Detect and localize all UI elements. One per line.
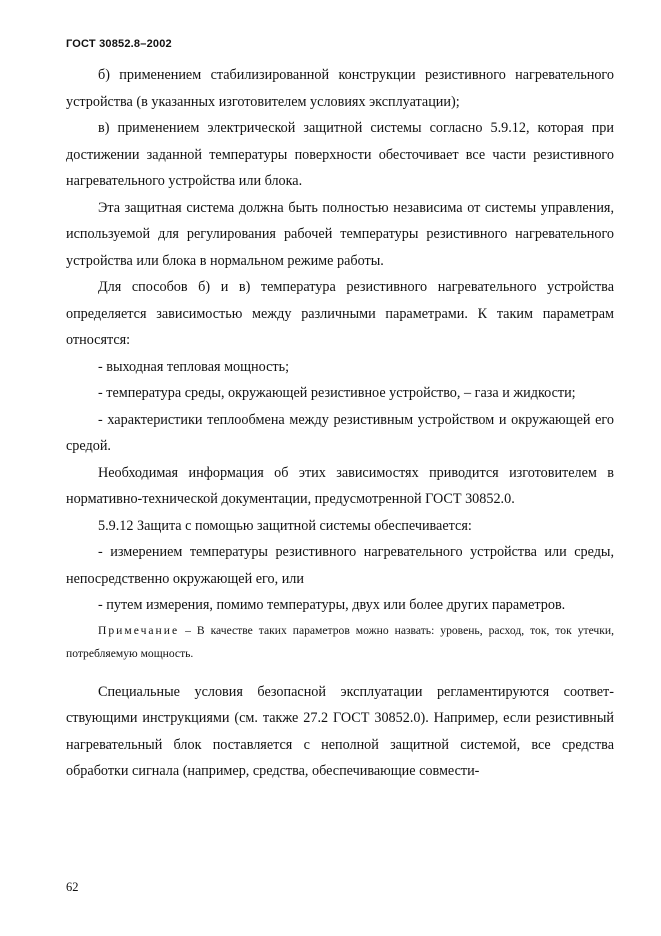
page-number: 62 <box>66 880 79 894</box>
paragraph: Необходимая информация об этих зависимостях приводится изготовителем в нормативно-технической документации, предусмотренной ГОСТ 30852.0. <box>66 464 614 507</box>
section-paragraph: 5.9.12 Защита с помощью защитной системы обеспечивается: <box>98 517 472 534</box>
paragraph: Для способов б) и в) температура резистивного нагревательного устройства определяется зависимостью между различными параметрами. К таким параметрам относятся: <box>66 279 614 348</box>
list-item: - путем измерения, помимо температуры, двух или более других параметров. <box>98 597 566 613</box>
paragraph: в) применением электрической защитной системы согласно 5.9.12, которая при достижении заданной температуры поверхности обесточивает все части резистивного нагревательного устройства или блока. <box>66 120 614 189</box>
list-item: - характеристики теплообмена между резистивным устройством и окружающей его средой. <box>66 411 614 454</box>
note-text: – В качестве таких параметров можно назвать: уровень, расход, ток, ток утечки, потребляемую мощность. <box>66 623 614 660</box>
note-label: Примечание <box>98 623 180 637</box>
document-header: ГОСТ 30852.8–2002 <box>66 38 172 50</box>
paragraph: Специальные условия безопасной эксплуатации регламентируются соответствующими инструкциями (см. также 27.2 ГОСТ 30852.0). Например, если резистивный нагревательный блок поставляется с неполной защитной системой, все средства обработки сигнала (например, средства, обеспечивающие совмести- <box>66 683 614 779</box>
note <box>66 619 614 665</box>
list-item: - выходная тепловая мощность; <box>98 358 290 375</box>
paragraph: б) применением стабилизированной конструкции резистивного нагревательного устройства (в указанных изготовителем условиях эксплуатации); <box>66 67 614 110</box>
paragraph: Эта защитная система должна быть полностью независима от системы управления, используемой для регулирования рабочей температуры резистивного нагревательного устройства или блока в нормальном режиме работы. <box>66 199 614 269</box>
list-item: - измерением температуры резистивного нагревательного устройства или среды, непосредственно окружающей его, или <box>66 544 614 587</box>
document-body <box>66 62 614 785</box>
list-item: - температура среды, окружающей резистивное устройство, – газа и жидкости; <box>98 385 576 401</box>
